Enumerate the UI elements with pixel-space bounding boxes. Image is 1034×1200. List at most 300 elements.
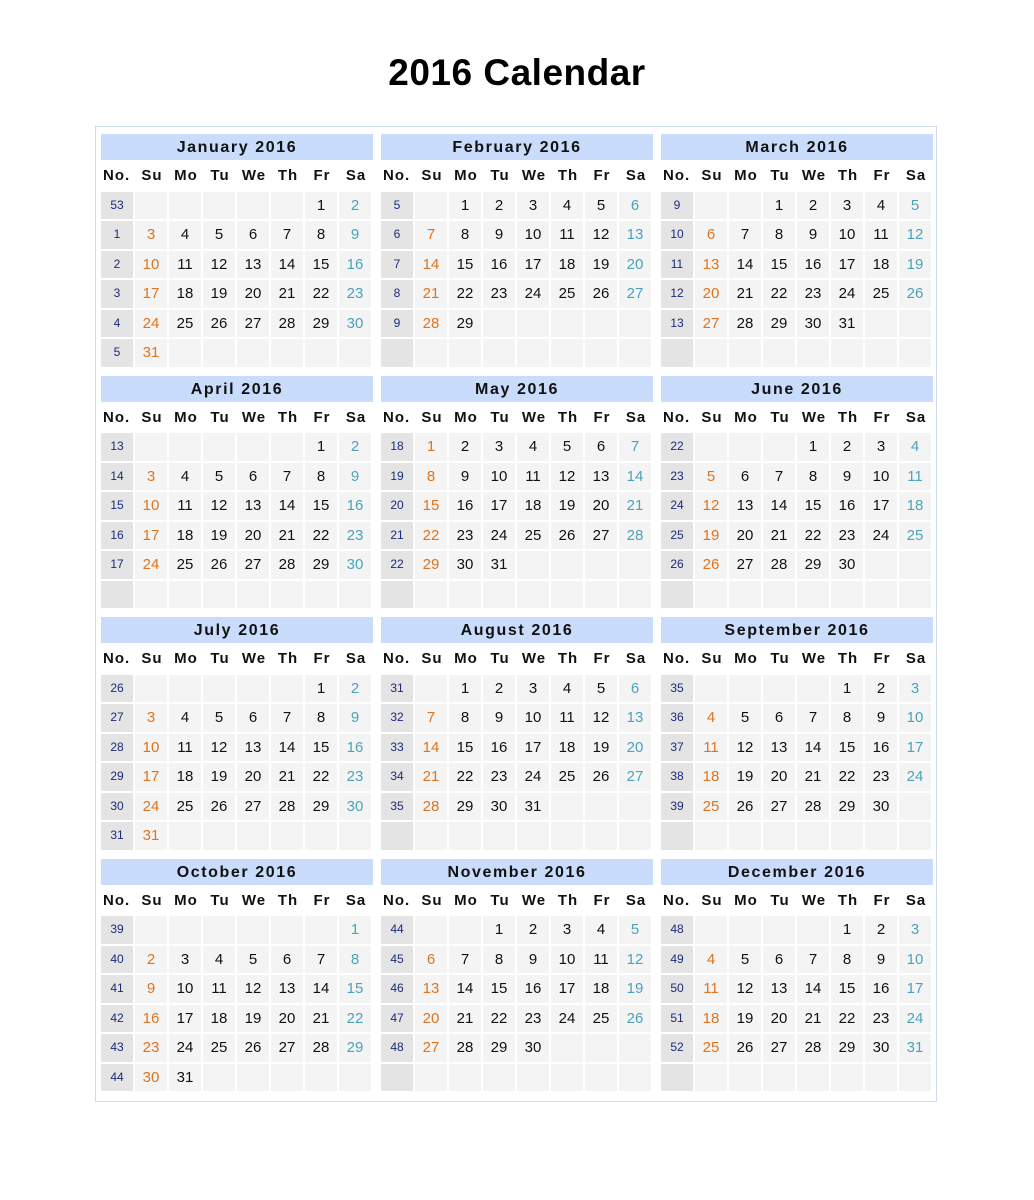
day-cell: 14 — [763, 492, 795, 520]
week-number: 2 — [101, 251, 133, 279]
day-cell: 24 — [135, 793, 167, 821]
empty-day-cell — [517, 581, 549, 609]
month-days-grid — [381, 162, 653, 367]
day-cell: 29 — [449, 793, 481, 821]
day-cell: 12 — [237, 975, 269, 1003]
week-number-header: No. — [101, 162, 135, 190]
week-number: 24 — [661, 492, 693, 520]
empty-day-cell — [517, 822, 549, 850]
day-cell: 23 — [483, 763, 515, 791]
day-cell: 8 — [305, 463, 337, 491]
weekday-header: Sa — [899, 162, 933, 190]
day-cell: 27 — [271, 1034, 303, 1062]
day-cell: 9 — [339, 463, 371, 491]
weekday-header: Fr — [865, 162, 899, 190]
weekday-header: Tu — [203, 404, 237, 432]
day-cell: 24 — [831, 280, 863, 308]
day-cell: 15 — [305, 492, 337, 520]
day-cell: 9 — [483, 221, 515, 249]
week-number: 23 — [661, 463, 693, 491]
day-cell: 31 — [831, 310, 863, 338]
day-cell: 4 — [517, 433, 549, 461]
empty-day-cell — [305, 1064, 337, 1092]
day-cell: 1 — [305, 433, 337, 461]
week-number: 47 — [381, 1005, 413, 1033]
week-number: 32 — [381, 704, 413, 732]
empty-day-cell — [339, 822, 371, 850]
month-header: October 2016 — [101, 859, 373, 885]
day-cell: 14 — [271, 492, 303, 520]
day-cell: 18 — [169, 763, 201, 791]
day-cell: 19 — [585, 251, 617, 279]
empty-day-cell — [695, 822, 727, 850]
weekday-header: Fr — [305, 887, 339, 915]
day-cell: 23 — [831, 522, 863, 550]
day-cell: 20 — [237, 522, 269, 550]
empty-day-cell — [695, 433, 727, 461]
day-cell: 11 — [585, 946, 617, 974]
day-cell: 1 — [305, 192, 337, 220]
day-cell: 26 — [551, 522, 583, 550]
day-cell: 10 — [899, 704, 931, 732]
week-number: 12 — [661, 280, 693, 308]
day-cell: 6 — [619, 675, 651, 703]
empty-day-cell — [415, 675, 447, 703]
weekday-header: Su — [695, 162, 729, 190]
empty-day-cell — [729, 916, 761, 944]
weekday-header: Th — [551, 404, 585, 432]
day-cell: 14 — [271, 251, 303, 279]
weekday-header: We — [517, 887, 551, 915]
empty-day-cell — [339, 1064, 371, 1092]
weekday-header: Mo — [449, 887, 483, 915]
weekday-header: Fr — [305, 404, 339, 432]
empty-day-cell — [415, 916, 447, 944]
day-cell: 16 — [339, 492, 371, 520]
week-number: 39 — [101, 916, 133, 944]
month-days-grid — [381, 887, 653, 1092]
day-cell: 26 — [237, 1034, 269, 1062]
day-cell: 6 — [237, 704, 269, 732]
empty-day-cell — [899, 581, 931, 609]
day-cell: 4 — [169, 463, 201, 491]
day-cell: 2 — [449, 433, 481, 461]
empty-day-cell — [135, 581, 167, 609]
day-cell: 22 — [449, 280, 481, 308]
day-cell: 1 — [763, 192, 795, 220]
month-days-grid — [661, 162, 933, 367]
empty-day-cell — [483, 339, 515, 367]
empty-day-cell — [797, 916, 829, 944]
empty-day-cell — [865, 339, 897, 367]
month-days-grid — [661, 645, 933, 850]
weekday-header: Th — [271, 404, 305, 432]
day-cell: 8 — [831, 704, 863, 732]
month-block — [661, 617, 933, 850]
week-number: 52 — [661, 1034, 693, 1062]
month-days-grid — [661, 404, 933, 609]
day-cell: 15 — [305, 251, 337, 279]
empty-day-cell — [619, 1034, 651, 1062]
weekday-header: Sa — [619, 887, 653, 915]
day-cell: 16 — [339, 251, 371, 279]
day-cell: 15 — [831, 975, 863, 1003]
empty-day-cell — [169, 339, 201, 367]
empty-day-cell — [237, 822, 269, 850]
day-cell: 20 — [237, 763, 269, 791]
day-cell: 2 — [865, 916, 897, 944]
empty-day-cell — [865, 822, 897, 850]
empty-day-cell — [899, 551, 931, 579]
day-cell: 12 — [899, 221, 931, 249]
weekday-header: We — [797, 162, 831, 190]
day-cell: 11 — [695, 734, 727, 762]
month-days-grid — [101, 162, 373, 367]
day-cell: 30 — [339, 551, 371, 579]
day-cell: 10 — [899, 946, 931, 974]
week-number: 16 — [101, 522, 133, 550]
day-cell: 18 — [899, 492, 931, 520]
week-number: 1 — [101, 221, 133, 249]
day-cell: 31 — [517, 793, 549, 821]
week-number — [661, 339, 693, 367]
day-cell: 29 — [797, 551, 829, 579]
month-block — [101, 859, 373, 1092]
empty-day-cell — [415, 822, 447, 850]
empty-day-cell — [619, 581, 651, 609]
day-cell: 7 — [305, 946, 337, 974]
day-cell: 7 — [415, 704, 447, 732]
day-cell: 6 — [271, 946, 303, 974]
month-header: March 2016 — [661, 134, 933, 160]
weekday-header: Su — [415, 404, 449, 432]
day-cell: 25 — [585, 1005, 617, 1033]
weekday-header: Tu — [203, 645, 237, 673]
day-cell: 20 — [763, 763, 795, 791]
empty-day-cell — [695, 1064, 727, 1092]
weekday-header: We — [517, 645, 551, 673]
day-cell: 8 — [449, 704, 481, 732]
day-cell: 10 — [865, 463, 897, 491]
empty-day-cell — [729, 822, 761, 850]
empty-day-cell — [237, 192, 269, 220]
week-number — [381, 1064, 413, 1092]
month-header: July 2016 — [101, 617, 373, 643]
week-number: 33 — [381, 734, 413, 762]
week-number: 37 — [661, 734, 693, 762]
day-cell: 28 — [415, 793, 447, 821]
weekday-header: We — [237, 162, 271, 190]
empty-day-cell — [865, 310, 897, 338]
weekday-header: Su — [135, 887, 169, 915]
day-cell: 16 — [339, 734, 371, 762]
empty-day-cell — [551, 1034, 583, 1062]
day-cell: 29 — [305, 310, 337, 338]
empty-day-cell — [899, 339, 931, 367]
day-cell: 3 — [483, 433, 515, 461]
weekday-header: Fr — [865, 887, 899, 915]
day-cell: 20 — [619, 734, 651, 762]
day-cell: 13 — [585, 463, 617, 491]
day-cell: 2 — [797, 192, 829, 220]
day-cell: 8 — [831, 946, 863, 974]
day-cell: 11 — [551, 221, 583, 249]
empty-day-cell — [271, 581, 303, 609]
day-cell: 18 — [169, 280, 201, 308]
day-cell: 3 — [517, 675, 549, 703]
empty-day-cell — [271, 192, 303, 220]
day-cell: 19 — [619, 975, 651, 1003]
week-number-header: No. — [381, 887, 415, 915]
day-cell: 27 — [763, 1034, 795, 1062]
day-cell: 23 — [339, 522, 371, 550]
weekday-header: Mo — [169, 645, 203, 673]
weekday-header: Mo — [729, 645, 763, 673]
day-cell: 8 — [449, 221, 481, 249]
week-number: 28 — [101, 734, 133, 762]
day-cell: 13 — [695, 251, 727, 279]
week-number: 53 — [101, 192, 133, 220]
day-cell: 27 — [237, 793, 269, 821]
weekday-header: Su — [135, 162, 169, 190]
day-cell: 30 — [831, 551, 863, 579]
day-cell: 19 — [203, 280, 235, 308]
weekday-header: Su — [415, 162, 449, 190]
empty-day-cell — [415, 192, 447, 220]
weekday-header: We — [797, 404, 831, 432]
weekday-header: Fr — [865, 645, 899, 673]
empty-day-cell — [305, 581, 337, 609]
empty-day-cell — [763, 675, 795, 703]
day-cell: 27 — [763, 793, 795, 821]
day-cell: 17 — [135, 280, 167, 308]
week-number: 18 — [381, 433, 413, 461]
day-cell: 28 — [797, 793, 829, 821]
weekday-header: We — [797, 645, 831, 673]
day-cell: 1 — [339, 916, 371, 944]
weekday-header: Th — [551, 645, 585, 673]
day-cell: 22 — [449, 763, 481, 791]
week-number-header: No. — [101, 404, 135, 432]
day-cell: 17 — [865, 492, 897, 520]
day-cell: 25 — [899, 522, 931, 550]
day-cell: 5 — [585, 192, 617, 220]
day-cell: 26 — [619, 1005, 651, 1033]
weekday-header: Th — [831, 404, 865, 432]
empty-day-cell — [763, 916, 795, 944]
day-cell: 25 — [517, 522, 549, 550]
day-cell: 7 — [763, 463, 795, 491]
day-cell: 10 — [517, 221, 549, 249]
day-cell: 6 — [585, 433, 617, 461]
empty-day-cell — [203, 339, 235, 367]
week-number: 49 — [661, 946, 693, 974]
day-cell: 3 — [135, 221, 167, 249]
weekday-header: Mo — [729, 162, 763, 190]
week-number-header: No. — [381, 404, 415, 432]
week-number: 14 — [101, 463, 133, 491]
week-number-header: No. — [661, 162, 695, 190]
day-cell: 22 — [305, 280, 337, 308]
empty-day-cell — [203, 822, 235, 850]
day-cell: 28 — [271, 310, 303, 338]
day-cell: 9 — [797, 221, 829, 249]
day-cell: 25 — [203, 1034, 235, 1062]
week-number: 13 — [661, 310, 693, 338]
empty-day-cell — [797, 675, 829, 703]
day-cell: 23 — [449, 522, 481, 550]
day-cell: 10 — [135, 251, 167, 279]
day-cell: 18 — [169, 522, 201, 550]
empty-day-cell — [695, 339, 727, 367]
week-number-header: No. — [101, 887, 135, 915]
day-cell: 4 — [169, 704, 201, 732]
week-number-header: No. — [661, 404, 695, 432]
day-cell: 23 — [797, 280, 829, 308]
day-cell: 22 — [797, 522, 829, 550]
day-cell: 6 — [763, 704, 795, 732]
weekday-header: Su — [415, 645, 449, 673]
empty-day-cell — [729, 192, 761, 220]
empty-day-cell — [517, 339, 549, 367]
day-cell: 30 — [865, 1034, 897, 1062]
empty-day-cell — [763, 339, 795, 367]
day-cell: 17 — [899, 734, 931, 762]
day-cell: 14 — [415, 734, 447, 762]
week-number: 3 — [101, 280, 133, 308]
day-cell: 7 — [271, 463, 303, 491]
day-cell: 9 — [831, 463, 863, 491]
empty-day-cell — [203, 1064, 235, 1092]
day-cell: 13 — [619, 221, 651, 249]
empty-day-cell — [899, 822, 931, 850]
day-cell: 29 — [763, 310, 795, 338]
empty-day-cell — [865, 1064, 897, 1092]
day-cell: 21 — [449, 1005, 481, 1033]
empty-day-cell — [483, 822, 515, 850]
empty-day-cell — [305, 339, 337, 367]
day-cell: 24 — [551, 1005, 583, 1033]
day-cell: 7 — [797, 946, 829, 974]
day-cell: 14 — [619, 463, 651, 491]
day-cell: 1 — [483, 916, 515, 944]
weekday-header: Fr — [585, 404, 619, 432]
day-cell: 10 — [517, 704, 549, 732]
months-grid — [101, 134, 933, 1091]
day-cell: 19 — [695, 522, 727, 550]
day-cell: 7 — [619, 433, 651, 461]
day-cell: 14 — [797, 734, 829, 762]
week-number: 15 — [101, 492, 133, 520]
week-number: 9 — [661, 192, 693, 220]
empty-day-cell — [619, 310, 651, 338]
day-cell: 4 — [203, 946, 235, 974]
empty-day-cell — [135, 675, 167, 703]
week-number — [661, 581, 693, 609]
day-cell: 31 — [135, 339, 167, 367]
day-cell: 4 — [899, 433, 931, 461]
day-cell: 15 — [339, 975, 371, 1003]
weekday-header: We — [237, 887, 271, 915]
empty-day-cell — [517, 1064, 549, 1092]
empty-day-cell — [271, 675, 303, 703]
day-cell: 23 — [483, 280, 515, 308]
day-cell: 10 — [483, 463, 515, 491]
empty-day-cell — [169, 433, 201, 461]
day-cell: 20 — [763, 1005, 795, 1033]
weekday-header: Mo — [449, 645, 483, 673]
empty-day-cell — [551, 581, 583, 609]
day-cell: 12 — [203, 734, 235, 762]
day-cell: 4 — [695, 704, 727, 732]
week-number: 8 — [381, 280, 413, 308]
day-cell: 29 — [305, 551, 337, 579]
day-cell: 15 — [797, 492, 829, 520]
day-cell: 12 — [729, 734, 761, 762]
week-number: 31 — [381, 675, 413, 703]
empty-day-cell — [695, 192, 727, 220]
week-number: 38 — [661, 763, 693, 791]
day-cell: 4 — [585, 916, 617, 944]
empty-day-cell — [517, 310, 549, 338]
month-days-grid — [661, 887, 933, 1092]
day-cell: 31 — [169, 1064, 201, 1092]
day-cell: 18 — [695, 1005, 727, 1033]
day-cell: 30 — [135, 1064, 167, 1092]
week-number: 22 — [661, 433, 693, 461]
empty-day-cell — [551, 793, 583, 821]
weekday-header: Su — [695, 887, 729, 915]
week-number — [101, 581, 133, 609]
month-header: February 2016 — [381, 134, 653, 160]
day-cell: 2 — [483, 675, 515, 703]
month-block — [381, 859, 653, 1092]
week-number-header: No. — [381, 645, 415, 673]
empty-day-cell — [695, 916, 727, 944]
day-cell: 21 — [729, 280, 761, 308]
day-cell: 26 — [899, 280, 931, 308]
day-cell: 5 — [203, 463, 235, 491]
day-cell: 17 — [483, 492, 515, 520]
day-cell: 1 — [449, 675, 481, 703]
empty-day-cell — [271, 339, 303, 367]
day-cell: 23 — [865, 763, 897, 791]
empty-day-cell — [763, 581, 795, 609]
month-days-grid — [101, 404, 373, 609]
day-cell: 18 — [865, 251, 897, 279]
empty-day-cell — [585, 310, 617, 338]
empty-day-cell — [135, 916, 167, 944]
weekday-header: Tu — [483, 162, 517, 190]
week-number — [381, 339, 413, 367]
week-number: 36 — [661, 704, 693, 732]
day-cell: 15 — [449, 734, 481, 762]
day-cell: 24 — [865, 522, 897, 550]
day-cell: 28 — [415, 310, 447, 338]
day-cell: 29 — [449, 310, 481, 338]
month-header: June 2016 — [661, 376, 933, 402]
day-cell: 28 — [305, 1034, 337, 1062]
day-cell: 22 — [483, 1005, 515, 1033]
day-cell: 4 — [865, 192, 897, 220]
day-cell: 2 — [865, 675, 897, 703]
empty-day-cell — [449, 916, 481, 944]
week-number: 26 — [101, 675, 133, 703]
day-cell: 14 — [449, 975, 481, 1003]
day-cell: 17 — [551, 975, 583, 1003]
day-cell: 16 — [865, 734, 897, 762]
weekday-header: Tu — [483, 404, 517, 432]
